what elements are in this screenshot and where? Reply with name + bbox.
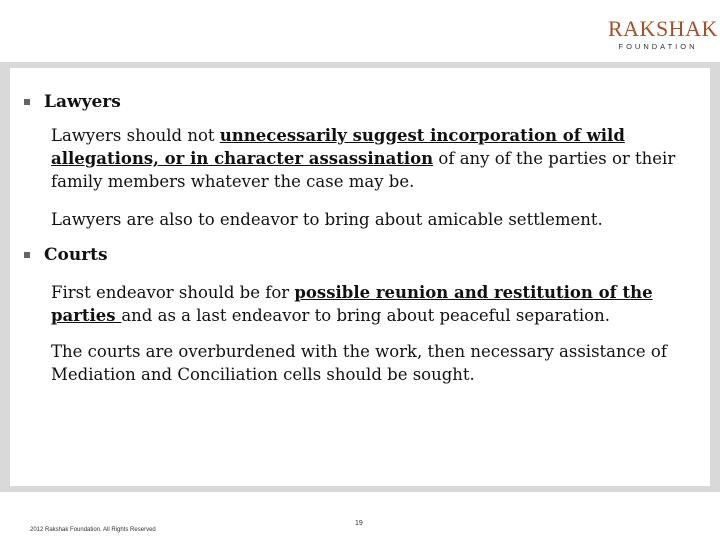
header-band bbox=[0, 0, 720, 62]
lawyers-p1-text-b: of any of the parties or their family members whatever the case may be. bbox=[51, 149, 676, 191]
bullet-courts bbox=[24, 245, 108, 265]
courts-paragraph-1 bbox=[51, 281, 691, 327]
courts-p1-text-a: First endeavor should be for bbox=[51, 283, 295, 302]
heading-lawyers: Lawyers bbox=[44, 92, 121, 112]
bullet-square-icon bbox=[24, 99, 30, 105]
bullet-lawyers bbox=[24, 92, 121, 112]
rakshak-foundation-logo bbox=[608, 16, 718, 51]
lawyers-p1-emphasis: unnecessarily suggest incorporation of wild allegations, or in character assassination bbox=[51, 126, 625, 168]
courts-paragraph-2: The courts are overburdened with the work, then necessary assistance of Mediation and Conciliation cells should be sought. bbox=[51, 342, 667, 384]
footer-copyright: 2012 Rakshak Foundation. All Rights Reserved bbox=[30, 527, 156, 533]
lawyers-paragraph-2: Lawyers are also to endeavor to bring about amicable settlement. bbox=[51, 210, 603, 229]
lawyers-paragraph-1 bbox=[51, 124, 691, 193]
heading-courts: Courts bbox=[44, 245, 108, 265]
logo-wordmark: RAKSHAK bbox=[608, 16, 718, 41]
bullet-square-icon bbox=[24, 252, 30, 258]
logo-subtitle: FOUNDATION bbox=[618, 42, 698, 51]
lawyers-p1-text-a: Lawyers should not bbox=[51, 126, 220, 145]
page-number: 19 bbox=[355, 520, 363, 527]
courts-p1-emphasis: possible reunion and restitution of the parties bbox=[51, 283, 653, 325]
courts-p1-text-b: and as a last endeavor to bring about peaceful separation. bbox=[121, 306, 610, 325]
